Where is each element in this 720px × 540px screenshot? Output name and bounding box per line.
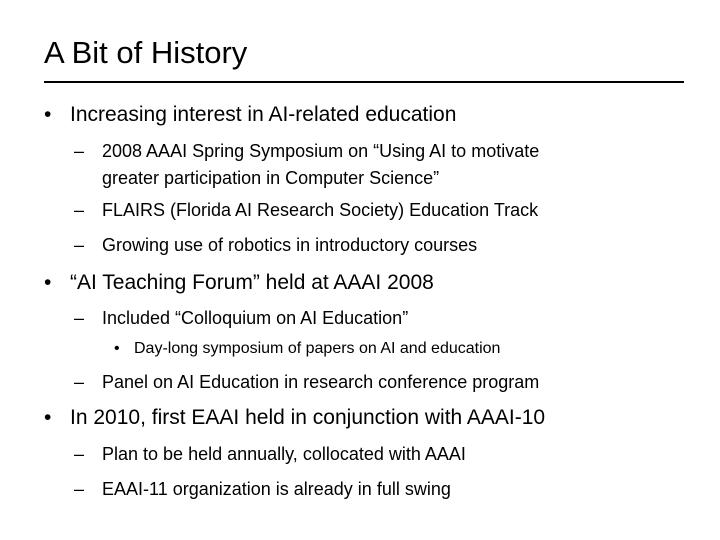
bullet-marker: • xyxy=(44,103,52,126)
dash-marker: – xyxy=(74,372,85,392)
bullet-marker: • xyxy=(114,340,120,357)
sub-bullet-1-1-line-2: greater participation in Computer Science” xyxy=(102,168,440,188)
sub-bullet-2-1-text: Included “Colloquium on AI Education” xyxy=(102,308,409,328)
sub-bullet-3-2 xyxy=(74,477,451,501)
sub-sub-bullet-2-1-1 xyxy=(114,339,500,359)
title-divider xyxy=(44,81,684,83)
sub-bullet-1-3-text: Growing use of robotics in introductory courses xyxy=(102,235,478,255)
sub-bullet-3-1 xyxy=(74,442,466,466)
bullet-marker: • xyxy=(44,271,52,294)
dash-marker: – xyxy=(74,235,85,255)
bullet-1 xyxy=(44,102,456,128)
sub-bullet-1-2-text: FLAIRS (Florida AI Research Society) Education Track xyxy=(102,200,539,220)
dash-marker: – xyxy=(74,308,85,328)
sub-bullet-2-2 xyxy=(74,370,539,394)
sub-sub-bullet-2-1-1-text: Day-long symposium of papers on AI and education xyxy=(134,340,501,357)
sub-bullet-3-2-text: EAAI-11 organization is already in full swing xyxy=(102,479,451,499)
bullet-3 xyxy=(44,405,545,431)
sub-bullet-1-3 xyxy=(74,233,477,257)
slide-title: A Bit of History xyxy=(44,35,248,70)
bullet-2 xyxy=(44,270,434,296)
bullet-marker: • xyxy=(44,406,52,429)
sub-bullet-1-2 xyxy=(74,198,538,222)
sub-bullet-3-1-text: Plan to be held annually, collocated with AAAI xyxy=(102,444,466,464)
sub-bullet-1-1 xyxy=(74,139,539,163)
bullet-3-text: In 2010, first EAAI held in conjunction with AAAI-10 xyxy=(70,406,546,429)
dash-marker: – xyxy=(74,141,85,161)
sub-bullet-2-1 xyxy=(74,306,408,330)
bullet-2-text: “AI Teaching Forum” held at AAAI 2008 xyxy=(70,271,434,294)
sub-bullet-1-1-continuation xyxy=(102,166,439,190)
dash-marker: – xyxy=(74,479,85,499)
sub-bullet-2-2-text: Panel on AI Education in research conference program xyxy=(102,372,540,392)
dash-marker: – xyxy=(74,200,85,220)
sub-bullet-1-1-line-1: 2008 AAAI Spring Symposium on “Using AI to motivate xyxy=(102,141,540,161)
dash-marker: – xyxy=(74,444,85,464)
bullet-1-text: Increasing interest in AI-related education xyxy=(70,103,457,126)
